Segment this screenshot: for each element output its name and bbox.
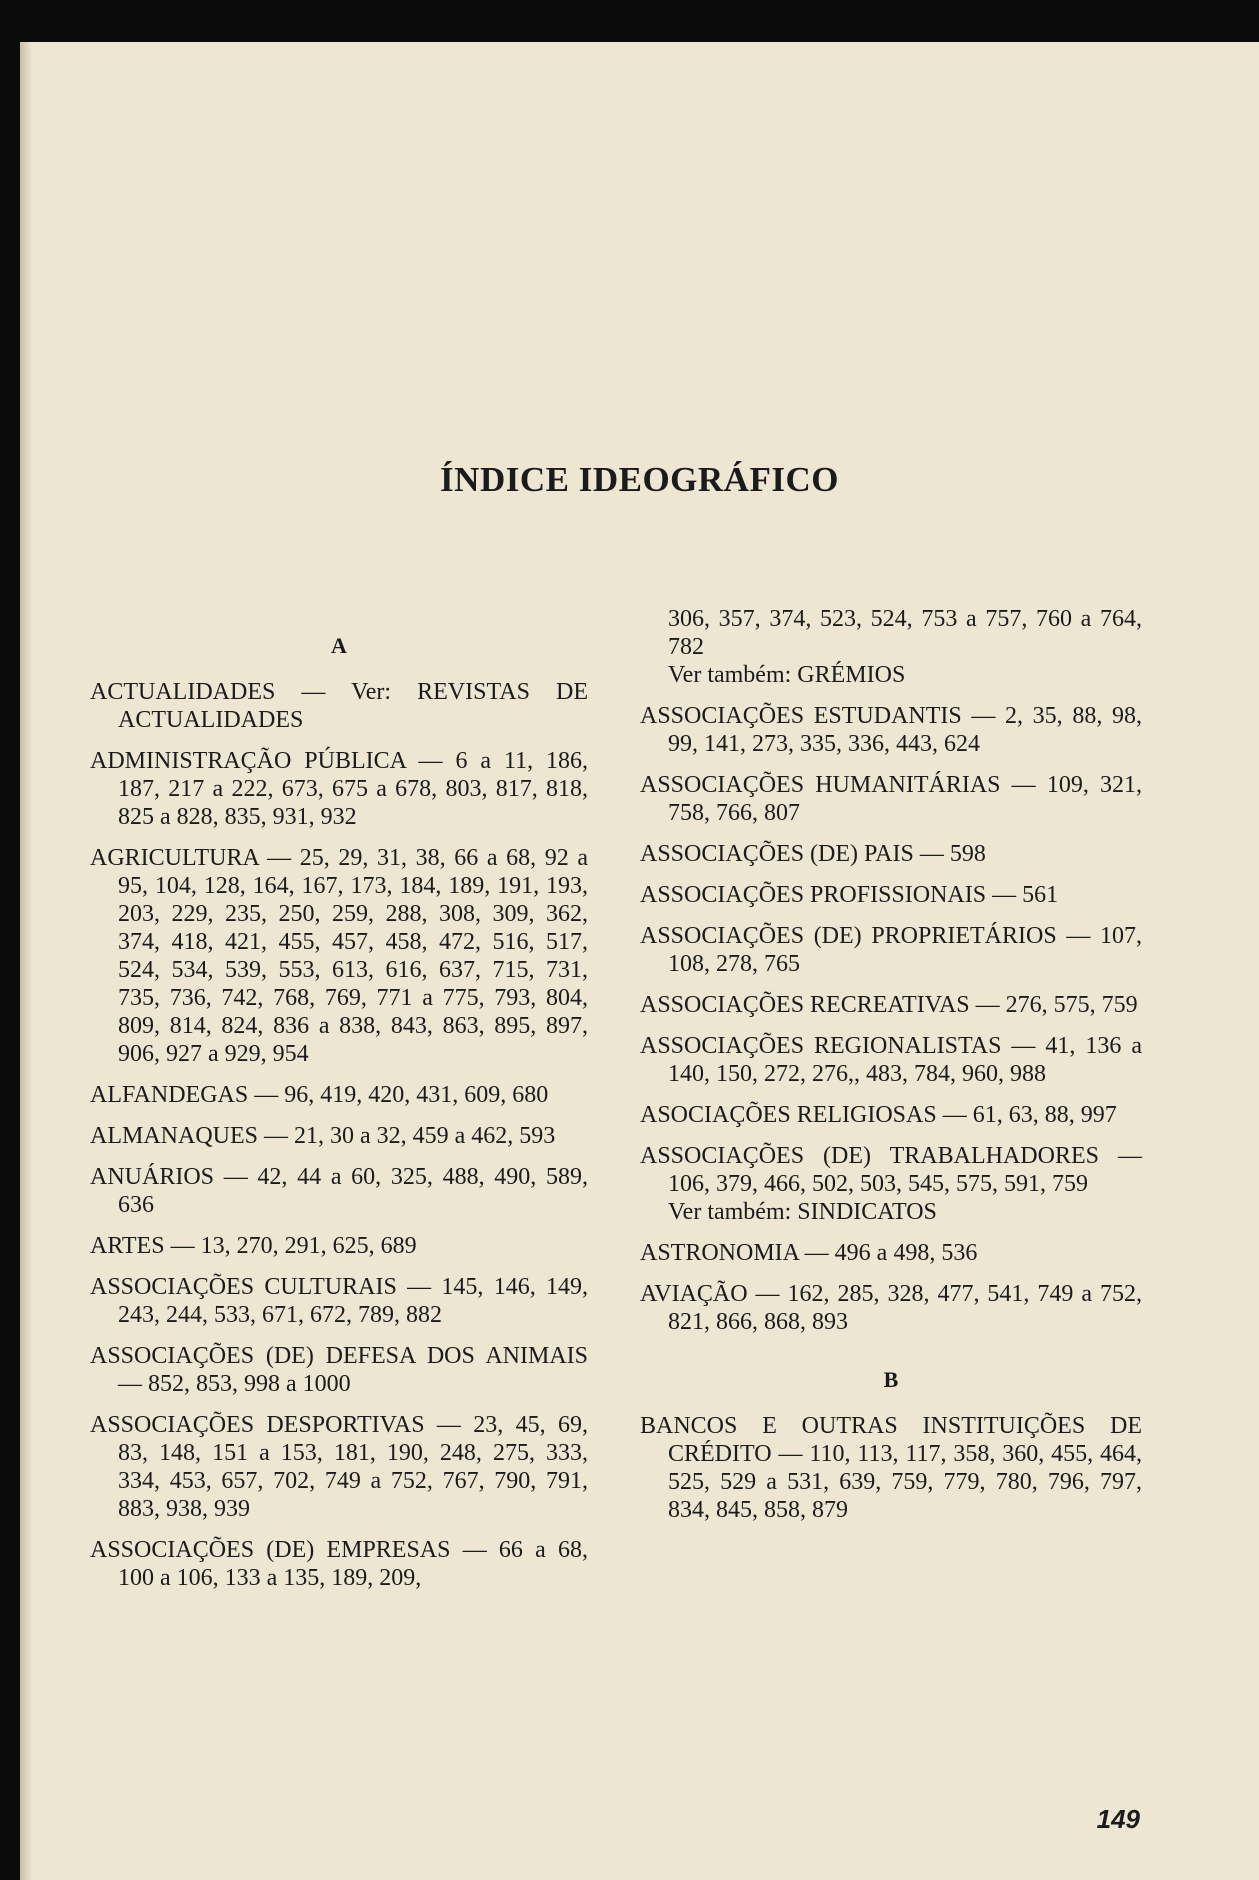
index-entry: ASSOCIAÇÕES (DE) TRABALHADORES — 106, 379, 466, 502, 503, 545, 575, 591, 759 xyxy=(640,1143,1142,1197)
index-entry: ALFANDEGAS — 96, 419, 420, 431, 609, 680 xyxy=(90,1082,549,1108)
index-entry: ASSOCIAÇÕES PROFISSIONAIS — 561 xyxy=(640,882,1059,908)
index-entry: ASSOCIAÇÕES DESPORTIVAS — 23, 45, 69, 83, 148, 151 a 153, 181, 190, 248, 275, 333, 334, 453, 657, 702, 749 a 752, 767, 790, 791, 883, 938, 939 xyxy=(90,1412,588,1522)
index-entry: ASSOCIAÇÕES (DE) EMPRESAS — 66 a 68, 100 a 106, 133 a 135, 189, 209, xyxy=(90,1537,588,1591)
book-page xyxy=(20,42,1259,1880)
continuation-text: 306, 357, 374, 523, 524, 753 a 757, 760 a 764, 782 xyxy=(668,606,1142,660)
index-entry: ARTES — 13, 270, 291, 625, 689 xyxy=(90,1233,417,1259)
index-entry: AVIAÇÃO — 162, 285, 328, 477, 541, 749 a 752, 821, 866, 868, 893 xyxy=(640,1281,1142,1335)
index-entry: ANUÁRIOS — 42, 44 a 60, 325, 488, 490, 589, 636 xyxy=(90,1164,588,1218)
section-letter-b: B xyxy=(883,1367,899,1392)
index-entry: ASSOCIAÇÕES ESTUDANTIS — 2, 35, 88, 98, 99, 141, 273, 335, 336, 443, 624 xyxy=(640,703,1142,757)
see-also-reference: Ver também: SINDICATOS xyxy=(668,1199,937,1225)
index-entry: ASSOCIAÇÕES (DE) PAIS — 598 xyxy=(640,841,986,867)
index-entry: ASSOCIAÇÕES REGIONALISTAS — 41, 136 a 140, 150, 272, 276,, 483, 784, 960, 988 xyxy=(640,1033,1142,1087)
index-entry: ASSOCIAÇÕES RECREATIVAS — 276, 575, 759 xyxy=(640,992,1138,1018)
continued-entry xyxy=(640,605,1142,689)
index-entry: BANCOS E OUTRAS INSTITUIÇÕES DE CRÉDITO — 110, 113, 117, 358, 360, 455, 464, 525, 529 a 531, 639, 759, 779, 780, 796, 797, 834, 845, 858, 879 xyxy=(640,1413,1142,1523)
index-entry: ASOCIAÇÕES RELIGIOSAS — 61, 63, 88, 997 xyxy=(640,1102,1117,1128)
see-also-reference: Ver também: GRÉMIOS xyxy=(668,662,906,688)
index-entry: ASSOCIAÇÕES HUMANITÁRIAS — 109, 321, 758, 766, 807 xyxy=(640,772,1142,826)
page-number: 149 xyxy=(1096,1804,1140,1834)
index-entry: ACTUALIDADES — Ver: REVISTAS DE ACTUALIDADES xyxy=(90,679,588,733)
index-entry: ADMINISTRAÇÃO PÚBLICA — 6 a 11, 186, 187, 217 a 222, 673, 675 a 678, 803, 817, 818, 825 a 828, 835, 931, 932 xyxy=(90,748,588,830)
index-entry: ASSOCIAÇÕES CULTURAIS — 145, 146, 149, 243, 244, 533, 671, 672, 789, 882 xyxy=(90,1274,588,1328)
index-entry-with-reference xyxy=(640,1142,1142,1226)
page-spine-shadow xyxy=(20,42,32,1880)
right-column xyxy=(640,606,1142,1537)
index-entry: ALMANAQUES — 21, 30 a 32, 459 a 462, 593 xyxy=(90,1123,556,1149)
index-entry: ASSOCIAÇÕES (DE) PROPRIETÁRIOS — 107, 108, 278, 765 xyxy=(640,923,1142,977)
index-entry: ASSOCIAÇÕES (DE) DEFESA DOS ANIMAIS — 852, 853, 998 a 1000 xyxy=(90,1343,588,1397)
section-letter-a: A xyxy=(331,633,347,658)
index-entry: ASTRONOMIA — 496 a 498, 536 xyxy=(640,1240,978,1266)
page-title: ÍNDICE IDEOGRÁFICO xyxy=(440,460,839,499)
left-column xyxy=(90,632,588,1605)
index-entry: AGRICULTURA — 25, 29, 31, 38, 66 a 68, 92 a 95, 104, 128, 164, 167, 173, 184, 189, 191, 193, 203, 229, 235, 250, 259, 288, 308, 309, 362, 374, 418, 421, 455, 457, 458, 472, 516, 517, 524, 534, 539, 553, 613, 616, 637, 715, 731, 735, 736, 742, 768, 769, 771 a 775, 793, 804, 809, 814, 824, 836 a 838, 843, 863, 895, 897, 906, 927 a 929, 954 xyxy=(90,845,588,1067)
